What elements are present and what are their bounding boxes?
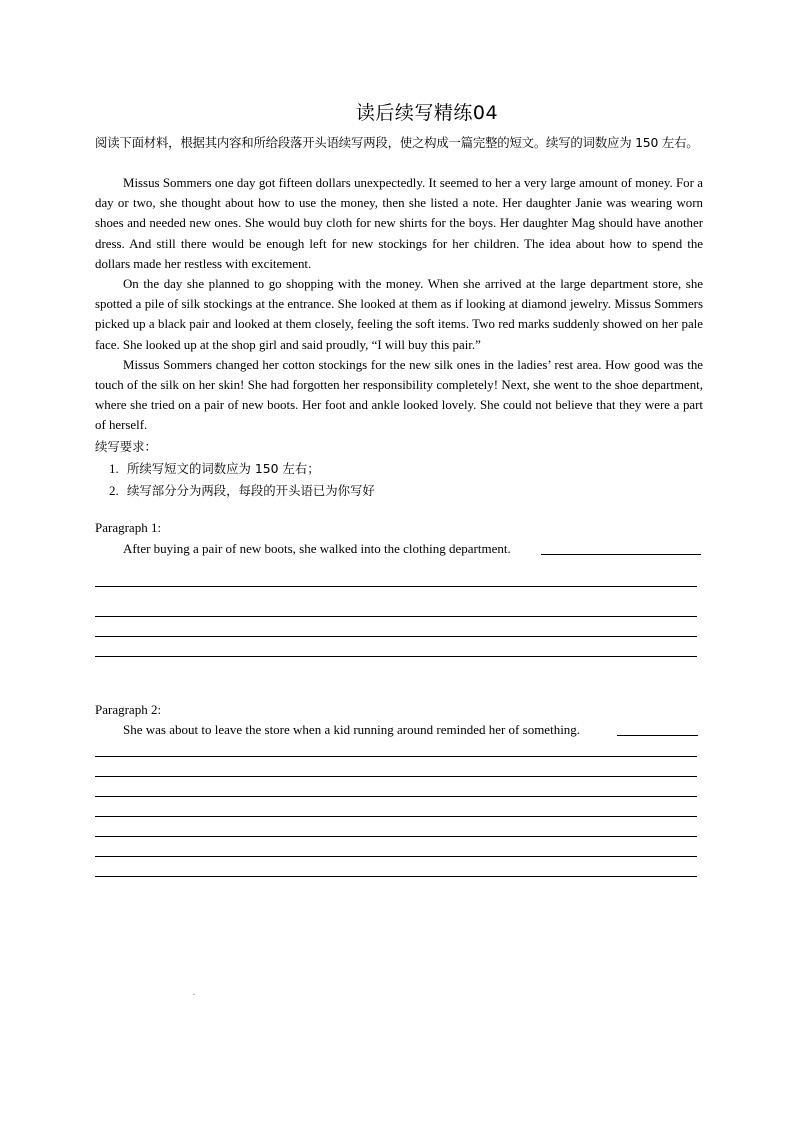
paragraph2-answer-line[interactable] bbox=[95, 756, 697, 757]
paragraph2-answer-line[interactable] bbox=[95, 796, 697, 797]
paragraph1-answer-line[interactable] bbox=[95, 636, 697, 637]
paragraph2-opening: She was about to leave the store when a kid running around reminded her of something. bbox=[123, 722, 581, 737]
requirement-item bbox=[109, 458, 375, 480]
requirement-text: 所续写短文的词数应为 150 左右； bbox=[127, 461, 320, 476]
paragraph2-answer-line[interactable] bbox=[95, 876, 697, 877]
stray-mark bbox=[193, 994, 195, 995]
requirement-number: 1. bbox=[109, 461, 119, 476]
passage-paragraph: On the day she planned to go shopping with the money. When she arrived at the large department store, she spotted a pile of silk stockings at the entrance. She looked at them as if looking at diamond jewelry. Missus Sommers picked up a black pair and looked at them closely, feeling the soft items. Two red marks suddenly showed on her pale face. She looked up at the shop girl and said proudly, “I will buy this pair.” bbox=[95, 277, 703, 352]
paragraph2-answer-line[interactable] bbox=[95, 836, 697, 837]
paragraph2-label: Paragraph 2: bbox=[95, 702, 162, 717]
paragraph2-answer-blank[interactable] bbox=[617, 735, 698, 736]
page-title: 读后续写精练04 bbox=[355, 102, 499, 124]
paragraph1-label: Paragraph 1: bbox=[95, 520, 162, 535]
paragraph1-answer-blank[interactable] bbox=[541, 554, 701, 555]
paragraph2-answer-line[interactable] bbox=[95, 856, 697, 857]
requirement-number: 2. bbox=[109, 483, 119, 498]
paragraph2-answer-line[interactable] bbox=[95, 776, 697, 777]
paragraph2-answer-line[interactable] bbox=[95, 816, 697, 817]
paragraph1-answer-line[interactable] bbox=[95, 656, 697, 657]
paragraph1-answer-line[interactable] bbox=[95, 616, 697, 617]
requirements-list bbox=[109, 458, 375, 502]
passage-paragraph: Missus Sommers one day got fifteen dollars unexpectedly. It seemed to her a very large amount of money. For a day or two, she thought about how to use the money, then she listed a note. Her daughter Janie was wearing worn shoes and needed new ones. She would buy cloth for new shirts for the boys. Her daughter Mag should have another dress. And still there would be enough left for new stockings for her children. The idea about how to spend the dollars made her restless with excitement. bbox=[95, 176, 703, 271]
requirements-heading: 续写要求： bbox=[95, 439, 157, 454]
paragraph1-opening: After buying a pair of new boots, she walked into the clothing department. bbox=[123, 541, 511, 556]
requirement-item bbox=[109, 480, 375, 502]
task-instruction: 阅读下面材料，根据其内容和所给段落开头语续写两段，使之构成一篇完整的短文。续写的词数应为 150 左右。 bbox=[95, 135, 699, 150]
requirement-text: 续写部分分为两段，每段的开头语已为你写好 bbox=[127, 483, 375, 498]
paragraph1-answer-line[interactable] bbox=[95, 586, 697, 587]
reading-passage bbox=[95, 173, 703, 436]
passage-paragraph: Missus Sommers changed her cotton stockings for the new silk ones in the ladies’ rest area. How good was the touch of the silk on her skin! She had forgotten her responsibility completely! Next, she went to the shoe department, where she tried on a pair of new boots. Her foot and ankle looked lovely. She could not believe that they were a part of herself. bbox=[95, 357, 703, 433]
